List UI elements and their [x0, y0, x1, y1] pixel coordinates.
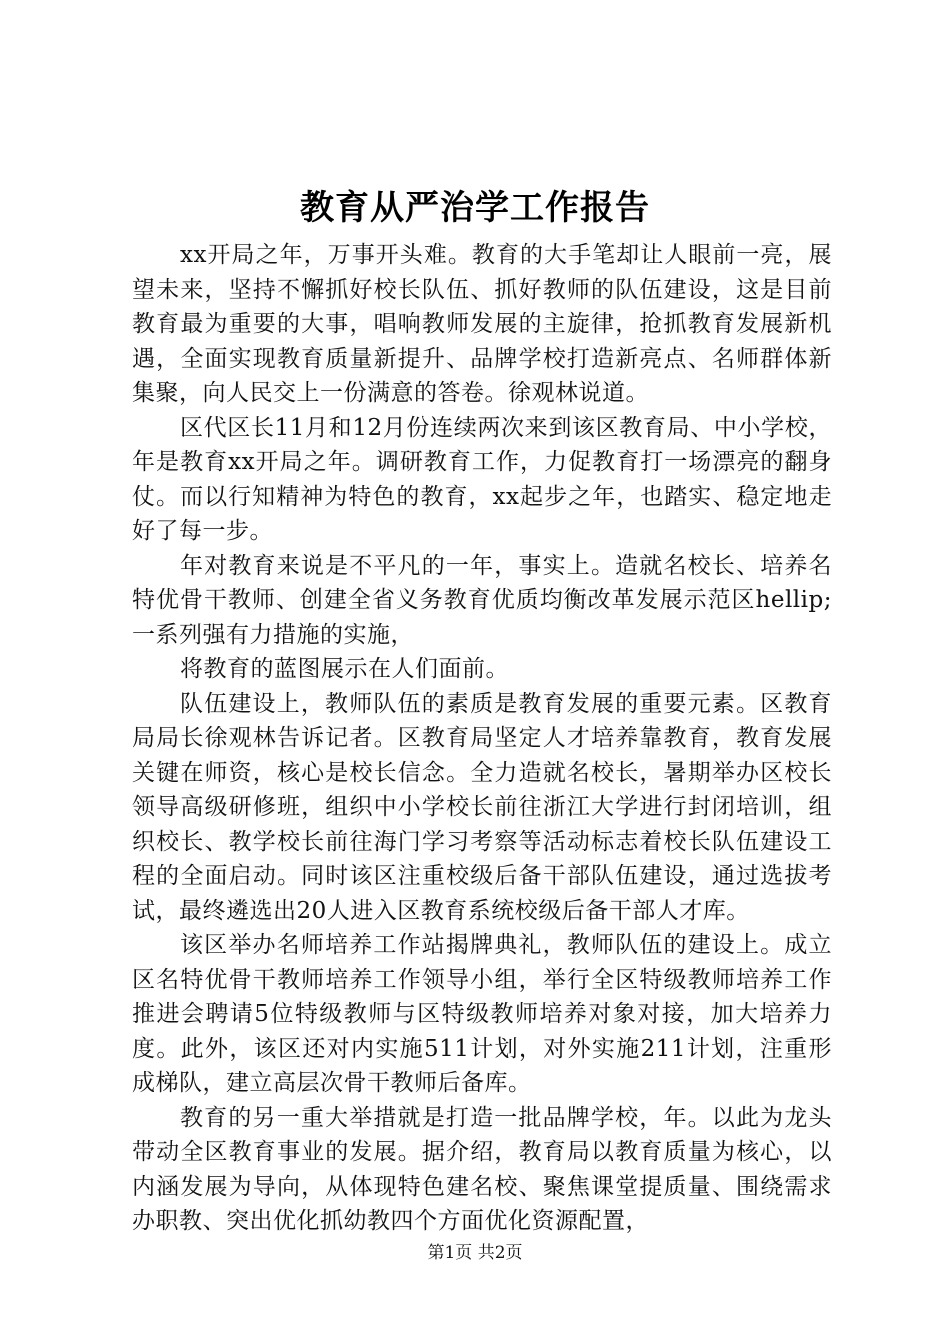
paragraph-6: 该区举办名师培养工作站揭牌典礼，教师队伍的建设上。成立区名特优骨干教师培养工作领导小组，举行全区特级教师培养工作推进会聘请5位特级教师与区特级教师培养对象对接，加大培养力度。此外，该区还对内实施511计划，对外实施211计划，注重形成梯队，建立高层次骨干教师后备库。 — [132, 932, 832, 1096]
paragraph-5: 队伍建设上，教师队伍的素质是教育发展的重要元素。区教育局局长徐观林告诉记者。区教育局坚定人才培养靠教育，教育发展关键在师资，核心是校长信念。全力造就名校长，暑期举办区校长领导高级研修班，组织中小学校长前往浙江大学进行封闭培训，组织校长、教学校长前往海门学习考察等活动标志着校长队伍建设工程的全面启动。同时该区注重校级后备干部队伍建设，通过选拔考试，最终遴选出20人进入区教育系统校级后备干部人才库。 — [132, 690, 832, 924]
paragraph-2: 区代区长11月和12月份连续两次来到该区教育局、中小学校，年是教育xx开局之年。调研教育工作，力促教育打一场漂亮的翻身仗。而以行知精神为特色的教育，xx起步之年，也踏实、稳定地走好了每一步。 — [132, 414, 832, 544]
document-title: 教育从严治学工作报告 — [300, 188, 650, 228]
page-number-footer: 第1页 共2页 — [427, 1243, 523, 1263]
paragraph-4: 将教育的蓝图展示在人们面前。 — [180, 656, 509, 682]
paragraph-1: xx开局之年，万事开头难。教育的大手笔却让人眼前一亮，展望未来，坚持不懈抓好校长队伍、抓好教师的队伍建设，这是目前教育最为重要的大事，唱响教师发展的主旋律，抢抓教育发展新机遇，全面实现教育质量新提升、品牌学校打造新亮点、名师群体新集聚，向人民交上一份满意的答卷。徐观林说道。 — [132, 242, 832, 406]
paragraph-7: 教育的另一重大举措就是打造一批品牌学校，年。以此为龙头带动全区教育事业的发展。据介绍，教育局以教育质量为核心，以内涵发展为导向，从体现特色建名校、聚焦课堂提质量、围绕需求办职教、突出优化抓幼教四个方面优化资源配置， — [132, 1104, 832, 1234]
document-body — [132, 238, 832, 1239]
paragraph-3: 年对教育来说是不平凡的一年，事实上。造就名校长、培养名特优骨干教师、创建全省义务教育优质均衡改革发展示范区hellip;一系列强有力措施的实施， — [132, 552, 832, 648]
